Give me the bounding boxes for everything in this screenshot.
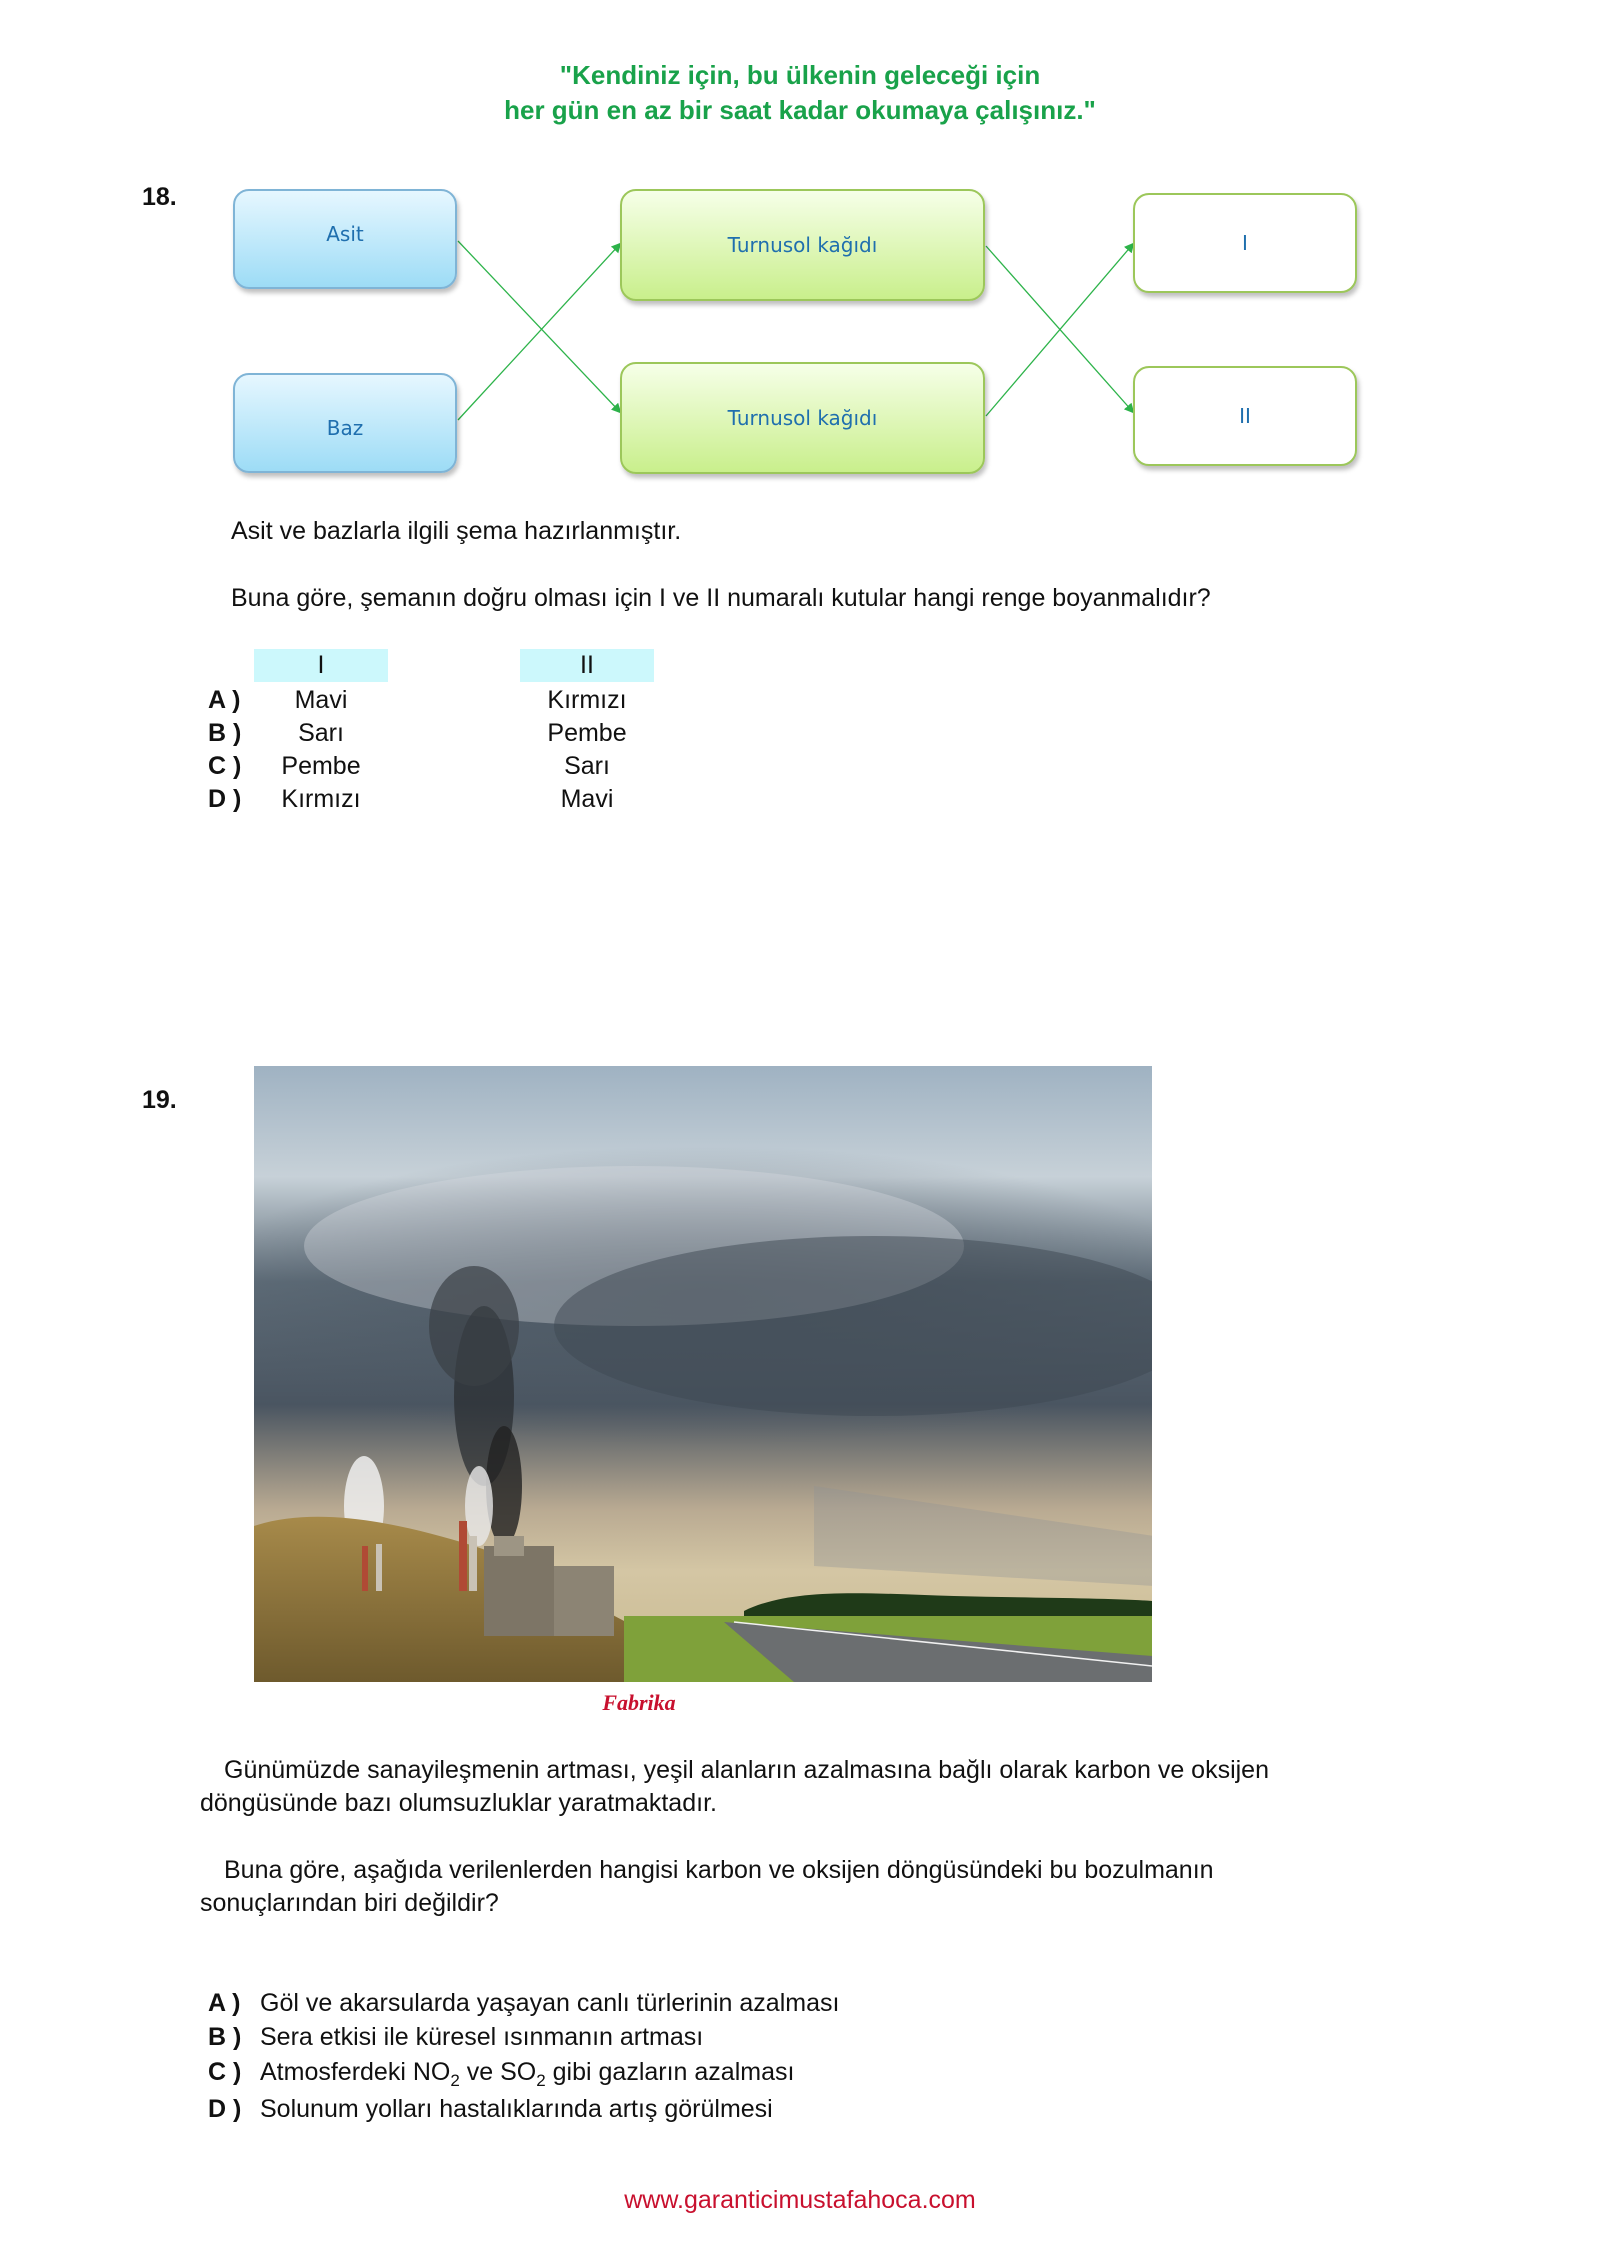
- litmus-paper-top-label: Turnusol kağıdı: [727, 233, 878, 257]
- footer-website-link[interactable]: www.garanticimustafahoca.com: [624, 2186, 976, 2214]
- q19-option-b[interactable]: [208, 2020, 703, 2054]
- acid-label: Asit: [326, 222, 364, 246]
- option-c-i: Pembe: [281, 752, 361, 780]
- q19-option-a-letter: A ): [208, 1989, 241, 2017]
- option-a-i: Mavi: [294, 686, 348, 714]
- option-a-ii: Kırmızı: [547, 686, 627, 714]
- base-label: Baz: [326, 416, 364, 440]
- option-b-letter[interactable]: B ): [208, 719, 242, 747]
- box-ii-label: II: [1239, 404, 1251, 428]
- option-c-letter[interactable]: C ): [208, 752, 242, 780]
- q19-option-c-text-pre: Atmosferdeki NO: [260, 2058, 451, 2086]
- q19-option-c-text-post: gibi gazların azalması: [545, 2058, 795, 2086]
- q19-option-a[interactable]: [208, 1986, 839, 2020]
- option-b-ii: Pembe: [547, 719, 627, 747]
- q19-paragraph-2: [200, 1854, 1214, 1920]
- q19-option-a-text: Göl ve akarsularda yaşayan canlı türlerinin azalması: [260, 1989, 840, 2017]
- option-a-letter[interactable]: A ): [208, 686, 241, 714]
- q19-paragraph-1-line-1: Günümüzde sanayileşmenin artması, yeşil alanların azalmasına bağlı olarak karbon ve oksijen: [224, 1756, 1269, 1784]
- arrow-base-to-top-paper: [458, 244, 620, 420]
- q19-option-c-text-mid: ve SO: [459, 2058, 537, 2086]
- q19-paragraph-2-line-2: sonuçlarından biri değildir?: [200, 1889, 499, 1917]
- column-header-i: I: [254, 649, 388, 682]
- option-b-i: Sarı: [298, 719, 344, 747]
- q19-option-d-letter: D ): [208, 2095, 242, 2123]
- question-19-number: 19.: [142, 1086, 177, 1114]
- column-header-ii: II: [520, 649, 654, 682]
- option-c-ii: Sarı: [564, 752, 610, 780]
- q19-option-c-letter: C ): [208, 2058, 242, 2086]
- quote-line-1: "Kendiniz için, bu ülkenin geleceği için: [559, 60, 1041, 90]
- option-d-letter[interactable]: D ): [208, 785, 242, 813]
- box-i-label: I: [1242, 231, 1248, 255]
- q19-option-d[interactable]: [208, 2092, 773, 2126]
- q18-question-text: Buna göre, şemanın doğru olması için I ve II numaralı kutular hangi renge boyanmalıdır?: [231, 584, 1211, 612]
- q19-option-c-sub-so2: 2: [536, 2071, 546, 2090]
- litmus-paper-top-box: [620, 189, 985, 301]
- option-d-ii: Mavi: [560, 785, 614, 813]
- q19-option-b-text: Sera etkisi ile küresel ısınmanın artması: [260, 2023, 704, 2051]
- litmus-paper-bottom-box: [620, 362, 985, 474]
- option-d-i: Kırmızı: [281, 785, 361, 813]
- q19-option-b-letter: B ): [208, 2023, 242, 2051]
- question-18-number: 18.: [142, 183, 177, 211]
- box-i: [1133, 193, 1357, 293]
- base-box: [233, 373, 457, 473]
- arrow-bottom-paper-to-i: [986, 244, 1133, 416]
- q19-option-d-text: Solunum yolları hastalıklarında artış görülmesi: [260, 2095, 773, 2123]
- acid-box: [233, 189, 457, 289]
- litmus-paper-bottom-label: Turnusol kağıdı: [727, 406, 878, 430]
- box-ii: [1133, 366, 1357, 466]
- q19-paragraph-1: [200, 1754, 1269, 1820]
- arrow-acid-to-bottom-paper: [458, 241, 620, 412]
- photo-caption: Fabrika: [602, 1690, 676, 1715]
- q19-paragraph-1-line-2: döngüsünde bazı olumsuzluklar yaratmaktadır.: [200, 1789, 717, 1817]
- quote-line-2: her gün en az bir saat kadar okumaya çalışınız.": [504, 95, 1096, 125]
- q19-option-c-sub-no2: 2: [450, 2071, 460, 2090]
- factory-photo: [254, 1066, 1152, 1682]
- q19-paragraph-2-line-1: Buna göre, aşağıda verilenlerden hangisi karbon ve oksijen döngüsündeki bu bozulmanın: [224, 1856, 1214, 1884]
- q18-intro-text: Asit ve bazlarla ilgili şema hazırlanmıştır.: [231, 517, 682, 545]
